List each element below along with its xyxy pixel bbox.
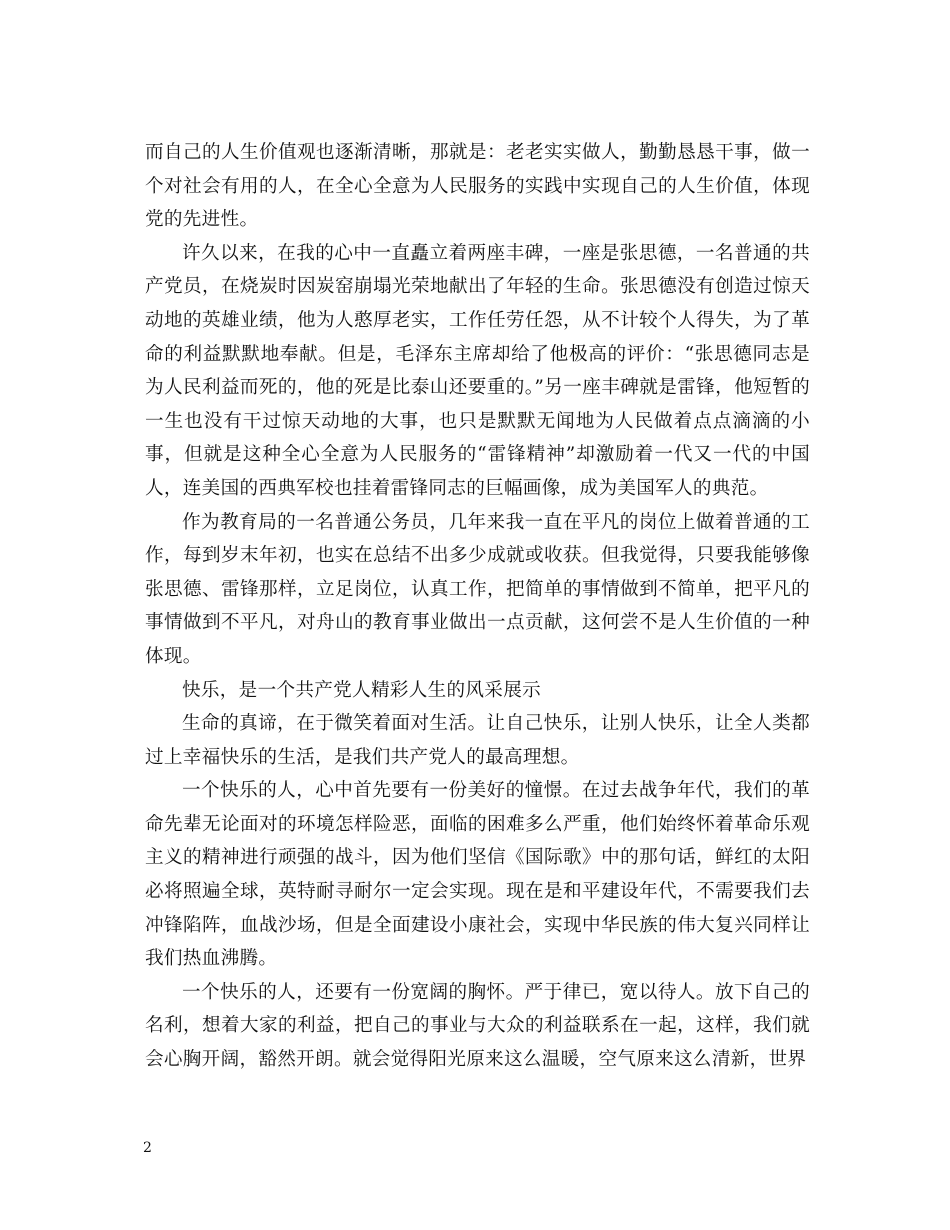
- page-number: 2: [143, 1140, 152, 1156]
- paragraph-civil-servant: 作为教育局的一名普通公务员，几年来我一直在平凡的岗位上做着普通的工作，每到岁末年初，也实在总结不出多少成就或收获。但我觉得，只要我能够像张思德、雷锋那样，立足岗位，认真工作，把简单的事情做到不简单，把平凡的事情做到不平凡，对舟山的教育事业做出一点贡献，这何尝不是人生价值的一种体现。: [145, 511, 810, 667]
- section-heading-happiness: 快乐，是一个共产党人精彩人生的风采展示: [182, 679, 541, 701]
- paragraph-monuments: 许久以来，在我的心中一直矗立着两座丰碑，一座是张思德，一名普通的共产党员，在烧炭时因炭窑崩塌光荣地献出了年轻的生命。张思德没有创造过惊天动地的英雄业绩，他为人憨厚老实，工作任劳任怨，从不计较个人得失，为了革命的利益默默地奉献。但是，毛泽东主席却给了他极高的评价：“张思德同志是为人民利益而死的，他的死是比泰山还要重的。”另一座丰碑就是雷锋，他短暂的一生也没有干过惊天动地的大事，也只是默默无闻地为人民做着点点滴滴的小事，但就是这种全心全意为人民服务的“雷锋精神”却激励着一代又一代的中国人，连美国的西典军校也挂着雷锋同志的巨幅画像，成为美国军人的典范。: [145, 242, 810, 499]
- document-body: [145, 136, 810, 1077]
- paragraph-truth-of-life: 生命的真谛，在于微笑着面对生活。让自己快乐，让别人快乐，让全人类都过上幸福快乐的生活，是我们共产党人的最高理想。: [145, 713, 810, 768]
- paragraph-beautiful-vision: 一个快乐的人，心中首先要有一份美好的憧憬。在过去战争年代，我们的革命先辈无论面对的环境怎样险恶，面临的困难多么严重，他们始终怀着革命乐观主义的精神进行顽强的战斗，因为他们坚信《国际歌》中的那句话，鲜红的太阳必将照遍全球，英特耐寻耐尔一定会实现。现在是和平建设年代，不需要我们去冲锋陷阵，血战沙场，但是全面建设小康社会，实现中华民族的伟大复兴同样让我们热血沸腾。: [145, 780, 810, 970]
- paragraph-continuation: 而自己的人生价值观也逐渐清晰，那就是：老老实实做人，勤勤恳恳干事，做一个对社会有用的人，在全心全意为人民服务的实践中实现自己的人生价值，体现党的先进性。: [145, 142, 810, 231]
- paragraph-broad-mind: 一个快乐的人，还要有一份宽阔的胸怀。严于律已，宽以待人。放下自己的名利，想着大家的利益，把自己的事业与大众的利益联系在一起，这样，我们就会心胸开阔，豁然开朗。就会觉得阳光原来这么温暖，空气原来这么清新，世界: [145, 981, 810, 1071]
